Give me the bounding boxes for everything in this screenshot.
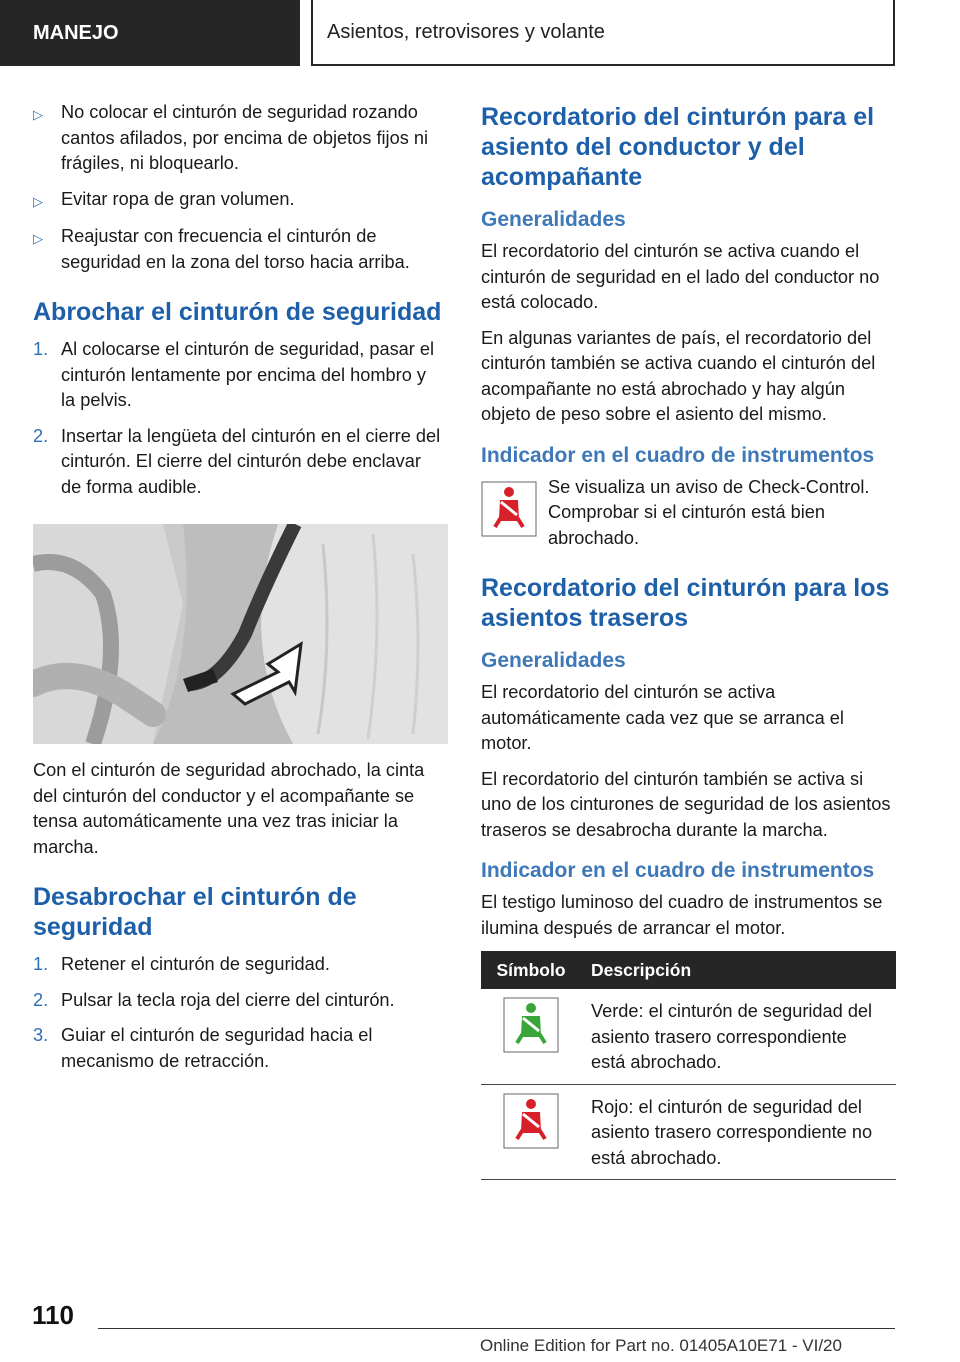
general-subheading: Generalidades	[481, 208, 626, 231]
bullet-item: ▷ Reajustar con frecuencia el cinturón de seguridad en la zona del torso hacia arriba.	[33, 224, 445, 275]
front-indicator	[481, 475, 897, 552]
left-column	[33, 100, 445, 1084]
rear-paragraph: El recordatorio del cinturón también se activa si uno de los cinturones de seguridad de los asientos traseros se desabrocha durante la marcha.	[481, 768, 891, 840]
after-image-text: Con el cinturón de seguridad abrochado, la cinta del cinturón del conductor y el acompañante se tensa automáticamente una vez tras iniciar la marcha.	[33, 760, 425, 857]
indicator-subheading: Indicador en el cuadro de instrumentos	[481, 443, 875, 467]
triangle-bullet-icon: ▷	[33, 107, 43, 122]
rear-reminder-heading: Recordatorio del cinturón para los asientos traseros	[481, 574, 890, 632]
fasten-heading: Abrochar el cinturón de seguridad	[33, 298, 442, 326]
triangle-bullet-icon: ▷	[33, 231, 43, 246]
rear-indicator-text: El testigo luminoso del cuadro de instrumentos se ilumina después de arrancar el motor.	[481, 892, 883, 938]
front-reminder-heading: Recordatorio del cinturón para el asiento del conductor y del acompañante	[481, 103, 875, 191]
right-column	[481, 100, 897, 1180]
green-seatbelt-icon	[503, 997, 559, 1053]
page-number: 110	[32, 1300, 74, 1330]
symbol-table	[481, 951, 896, 1180]
symbol-column-header: Símbolo	[481, 951, 581, 989]
table-row	[481, 989, 896, 1084]
chapter-label: Asientos, retrovisores y volante	[327, 20, 605, 43]
front-paragraph: El recordatorio del cinturón se activa cuando el cinturón de seguridad en el lado del conductor no está colocado.	[481, 241, 880, 312]
header-section	[0, 0, 300, 66]
table-cell-description: Verde: el cinturón de seguridad del asiento trasero correspondiente está abrochado.	[581, 989, 896, 1084]
unfasten-step: 1. Retener el cinturón de seguridad.	[33, 954, 330, 974]
unfasten-step: 3. Guiar el cinturón de seguridad hacia el mecanismo de retracción.	[33, 1025, 373, 1071]
triangle-bullet-icon: ▷	[33, 193, 43, 209]
table-row	[481, 1084, 896, 1180]
description-column-header: Descripción	[581, 951, 896, 989]
header-chapter	[311, 0, 895, 66]
front-indicator-text: Se visualiza un aviso de Check-Control. Comprobar si el cinturón está bien abrochado.	[548, 476, 870, 548]
section-label: MANEJO	[33, 21, 119, 44]
fasten-step: 2. Insertar la lengüeta del cinturón en el cierre del cinturón. El cierre del cinturón debe enclavar de forma audible.	[33, 425, 441, 497]
seatbelt-illustration	[33, 524, 448, 744]
front-paragraph: En algunas variantes de país, el recordatorio del cinturón también se activa cuando el cinturón del acompañante no está abrochado y hay algún objeto de peso sobre el asiento del mismo.	[481, 327, 876, 424]
fasten-step: 1. Al colocarse el cinturón de seguridad, pasar el cinturón lentamente por encima del hombro y la pelvis.	[33, 339, 435, 410]
footer-edition: Online Edition for Part no. 01405A10E71 - VI/20	[480, 1336, 842, 1355]
rear-paragraph: El recordatorio del cinturón se activa automáticamente cada vez que se arranca el motor.	[481, 682, 844, 753]
unfasten-step: 2. Pulsar la tecla roja del cierre del cinturón.	[33, 989, 395, 1010]
general-subheading: Generalidades	[481, 649, 626, 672]
unfasten-heading: Desabrochar el cinturón de seguridad	[33, 883, 357, 941]
table-header-row	[481, 951, 896, 989]
footer-divider	[98, 1328, 895, 1329]
red-seatbelt-icon	[503, 1093, 559, 1149]
table-cell-description: Rojo: el cinturón de seguridad del asiento trasero correspondiente no está abrochado.	[581, 1084, 896, 1180]
red-seatbelt-icon	[481, 481, 537, 537]
indicator-subheading: Indicador en el cuadro de instrumentos	[481, 859, 875, 882]
bullet-item: ▷ Evitar ropa de gran volumen.	[33, 187, 445, 215]
bullet-item: ▷ No colocar el cinturón de seguridad rozando cantos afilados, por encima de objetos fijos ni frágiles, ni bloquearlo.	[33, 100, 445, 177]
